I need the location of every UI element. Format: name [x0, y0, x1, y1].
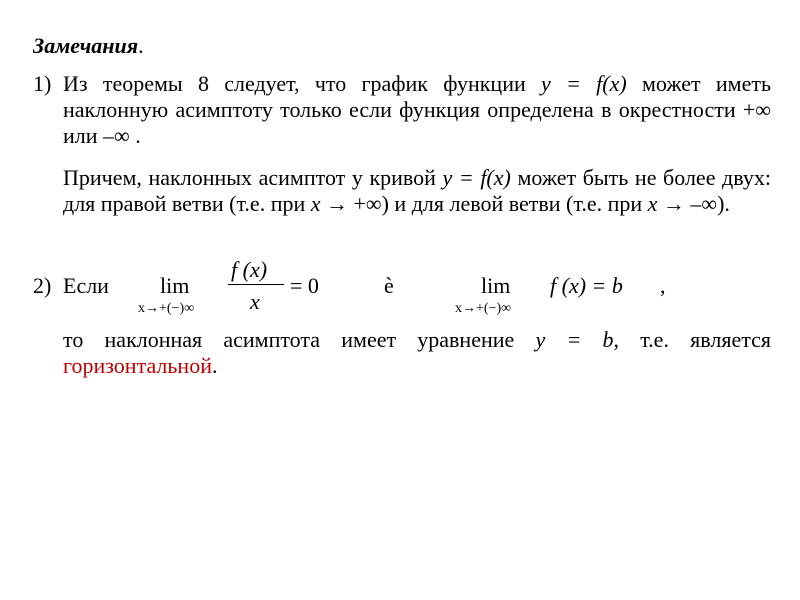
- item-number-2: 2): [33, 273, 52, 298]
- limit-2-expression: f (x) = b: [550, 273, 623, 298]
- item2-formula-row: [0, 255, 800, 325]
- item1-paragraph-2: Причем, наклонных асимптот у кривой y = f(x) может быть не более двух: для правой ветви (т.е. при x → +∞) и для левой ветви (т.е. при x → –∞).: [63, 165, 771, 216]
- remarks-heading: Замечания.: [33, 33, 144, 58]
- item-number-1: 1): [33, 71, 52, 96]
- conjunction-and: è: [384, 273, 394, 298]
- item1-paragraph: Из теоремы 8 следует, что график функции y = f(x) может иметь наклонную асимптоту только если функция определена в окрестности +∞ или –∞ .: [63, 71, 771, 148]
- limit-1-word: lim: [160, 273, 190, 298]
- limit-2-subscript: x→+(−)∞: [455, 301, 512, 316]
- limit-2-word: lim: [481, 273, 511, 298]
- fraction-numerator: f (x): [231, 257, 268, 282]
- equals-zero: = 0: [290, 273, 319, 298]
- fraction-bar: [228, 284, 284, 285]
- horizontal-highlight: горизонтальной: [63, 353, 212, 378]
- if-word: Если: [63, 273, 109, 298]
- fraction-denominator: x: [250, 289, 260, 314]
- function-formula: y = f(x): [541, 71, 627, 96]
- formula-comma: ,: [660, 273, 666, 298]
- item2-conclusion: то наклонная асимптота имеет уравнение y = b, т.е. является горизонтальной.: [63, 327, 771, 378]
- limit-1-subscript: x→+(−)∞: [138, 301, 195, 316]
